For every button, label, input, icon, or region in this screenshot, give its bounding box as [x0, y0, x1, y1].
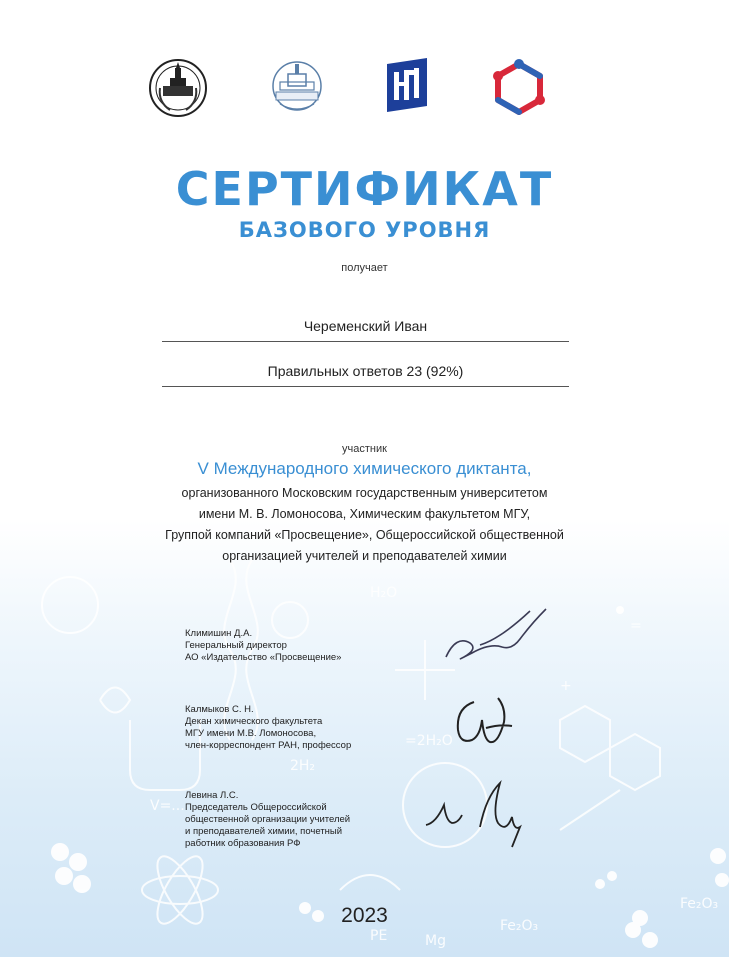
signature-kalmykov-icon	[452, 690, 522, 755]
svg-text:2H₂: 2H₂	[290, 758, 316, 774]
msu-emblem-icon	[148, 58, 208, 118]
logo-row	[0, 58, 729, 124]
svg-text:Mg: Mg	[425, 933, 446, 949]
participant-label: участник	[342, 443, 387, 455]
recipient-name: Черемeнский Иван	[162, 318, 569, 342]
chemistry-faculty-emblem-icon	[270, 58, 324, 118]
signatory-name: Калмыков С. Н.	[185, 704, 254, 715]
svg-text:Fe₂O₃: Fe₂O₃	[680, 896, 719, 912]
svg-text:+: +	[560, 678, 572, 694]
signatory-title: Председатель Общероссийской	[185, 802, 327, 813]
organizer-line: имени М. В. Ломоносова, Химическим факультетом МГУ,	[198, 507, 531, 521]
molecule-hexagon-logo-icon	[489, 58, 549, 118]
signatory-klimishin	[185, 628, 405, 664]
organizer-line: Группой компаний «Просвещение», Общероссийской общественной	[165, 528, 564, 542]
signature-levina-icon	[420, 775, 550, 850]
signatory-title: работник образования РФ	[185, 838, 301, 849]
signatory-title: МГУ имени М.В. Ломоносова,	[185, 728, 317, 739]
signatory-title: и преподавателей химии, почетный	[185, 826, 343, 837]
prosveshchenie-logo-icon	[385, 58, 429, 112]
signatory-name: Климишин Д.А.	[185, 628, 253, 639]
signatory-levina	[185, 790, 405, 850]
signatory-title: АО «Издательство «Просвещение»	[185, 652, 342, 663]
event-name: V Международного химического диктанта,	[197, 459, 532, 478]
signatory-kalmykov	[185, 704, 405, 752]
certificate-subtitle: БАЗОВОГО УРОВНЯ	[238, 218, 491, 242]
score-text: Правильных ответов 23 (92%)	[162, 363, 569, 387]
signature-klimishin-icon	[440, 605, 550, 670]
certificate-year: 2023	[341, 904, 388, 927]
svg-text:V=...: V=...	[150, 798, 185, 814]
svg-text:Fe₂O₃: Fe₂O₃	[500, 918, 539, 934]
signatory-title: Декан химического факультета	[185, 716, 323, 727]
svg-text:=: =	[630, 618, 642, 634]
svg-text:H₂O: H₂O	[370, 585, 398, 601]
svg-text:=2H₂O: =2H₂O	[405, 733, 453, 749]
svg-text:PE: PE	[370, 928, 388, 944]
organizer-line: организованного Московским государственным университетом	[181, 486, 548, 500]
signatory-title: член-корреспондент РАН, профессор	[185, 740, 352, 751]
signatory-title: общественной организации учителей	[185, 814, 351, 825]
certificate-title: СЕРТИФИКАТ	[175, 162, 554, 216]
receives-label: получает	[341, 262, 388, 274]
organizer-line: организацией учителей и преподавателей химии	[222, 549, 507, 563]
signatory-title: Генеральный директор	[185, 640, 287, 651]
signatory-name: Левина Л.С.	[185, 790, 239, 801]
